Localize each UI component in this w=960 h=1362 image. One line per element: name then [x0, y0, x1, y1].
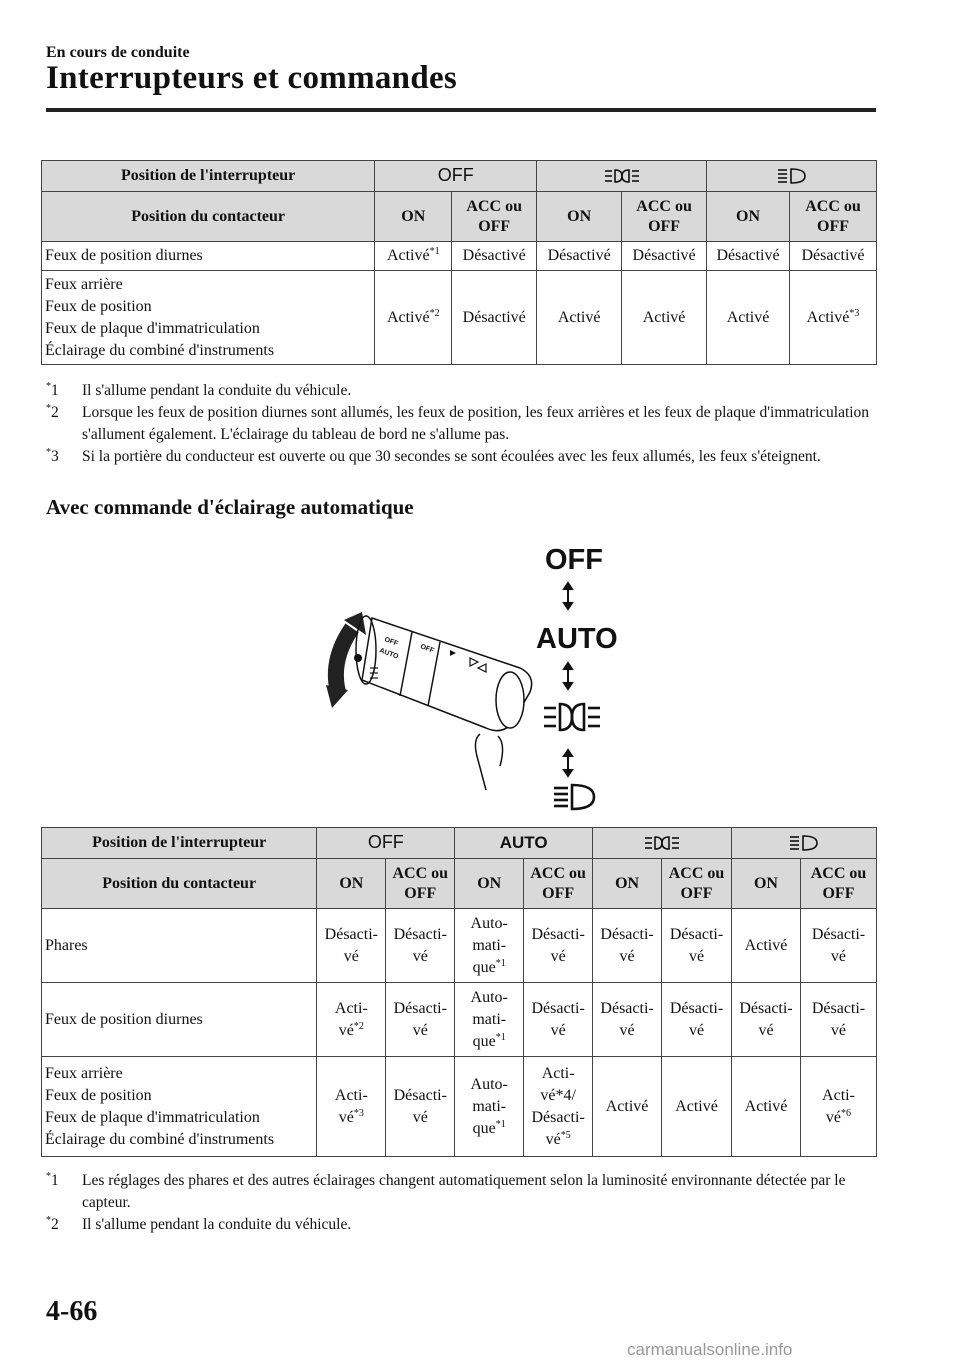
status-line — [596, 924, 658, 946]
switch-position-header-2: Position de l'interrupteur — [42, 828, 317, 859]
fig-headlight-icon — [554, 785, 594, 809]
t1-row-label — [42, 271, 375, 365]
footnote-text: Lorsque les feux de position diurnes sont allumés, les feux de position, les feux arrières et les feux de plaque d'immatriculation s'allument également. L'éclairage du tableau de bord ne s'allume pas. — [82, 404, 870, 443]
t1-status-cell — [707, 242, 790, 271]
status-line — [378, 307, 448, 329]
status-text: vé — [758, 1021, 774, 1039]
switch-position-off-2 — [317, 828, 455, 859]
status-text: Activé — [726, 308, 770, 326]
status-text: Désacti- — [393, 925, 447, 943]
t2-table-row — [42, 983, 877, 1057]
status-text: Acti- — [541, 1064, 575, 1082]
status-line — [458, 935, 520, 957]
status-line — [527, 1129, 589, 1151]
status-text: Désactivé — [801, 247, 865, 264]
stalk-off-text: OFF — [383, 636, 399, 648]
status-line — [596, 1096, 658, 1118]
t2-status-cell — [593, 1057, 662, 1157]
status-text: Auto- — [470, 914, 508, 932]
row-label-line: Feux arrière — [45, 1064, 123, 1082]
t2-row-label — [42, 909, 317, 983]
t1-status-cell — [452, 271, 537, 365]
status-line — [458, 1009, 520, 1031]
switch-position-parking — [537, 161, 707, 192]
t1-status-cell — [622, 271, 707, 365]
status-line — [625, 307, 703, 329]
status-text: Désacti- — [811, 925, 866, 943]
status-text: vé — [550, 1021, 566, 1039]
status-text: Désactivé — [547, 247, 611, 264]
t1-status-cell — [537, 242, 622, 271]
status-line — [804, 1020, 873, 1042]
switch-position-parking-2 — [593, 828, 732, 859]
status-text: Activé — [557, 308, 601, 326]
status-line — [665, 1020, 728, 1042]
status-line — [527, 924, 589, 946]
status-line — [527, 946, 589, 968]
status-text: Activé — [642, 308, 686, 326]
status-text: vé — [830, 1021, 847, 1039]
t1-row-label — [42, 242, 375, 271]
footnote — [46, 380, 876, 402]
status-text: Désactivé — [462, 308, 526, 326]
switch-position-headlight-2 — [732, 828, 877, 859]
status-text: mati- — [472, 936, 507, 954]
footnote — [46, 446, 876, 468]
t2-status-cell — [593, 983, 662, 1057]
status-line — [458, 1118, 520, 1140]
status-text: mati- — [472, 1097, 507, 1115]
status-text: Auto- — [470, 988, 508, 1006]
footnote-text: Les réglages des phares et des autres éclairages changent automatiquement selon la luminosité environnante détectée par le capteur. — [82, 1172, 846, 1211]
stalk-off2-text: OFF — [419, 643, 435, 655]
footnote-ref: *1 — [429, 246, 440, 257]
status-text: Désacti- — [739, 999, 793, 1017]
status-text: vé — [688, 947, 705, 965]
footnote — [46, 1214, 876, 1236]
fig-parking-light-icon — [544, 704, 600, 730]
status-text: Activé — [744, 1097, 788, 1115]
switch-position-auto — [455, 828, 593, 859]
status-text: Désacti- — [393, 999, 447, 1017]
light-stalk-illustration — [300, 540, 640, 820]
t2-ignition-cell: ACC ou OFF — [524, 859, 593, 909]
status-text: vé — [338, 1021, 354, 1039]
status-line — [527, 1085, 589, 1107]
page-title: Interrupteurs et commandes — [46, 60, 458, 96]
footnote-ref: *6 — [841, 1107, 852, 1119]
status-text: Désacti- — [811, 999, 866, 1017]
status-text: mati- — [472, 1010, 507, 1028]
row-label-line: Feux arrière — [45, 275, 123, 293]
status-line — [455, 307, 533, 329]
status-line — [389, 946, 451, 968]
t2-ignition-cell: ON — [317, 859, 386, 909]
row-label-line: Éclairage du combiné d'instruments — [45, 1130, 275, 1148]
status-text: vé — [343, 947, 359, 965]
ignition-row — [42, 192, 877, 242]
t2-status-cell — [662, 909, 732, 983]
footnote-marker: *2 — [46, 403, 59, 421]
status-line — [540, 245, 618, 267]
status-line — [793, 245, 873, 267]
t2-status-cell — [732, 1057, 801, 1157]
status-line — [458, 957, 520, 979]
status-text: Désacti- — [669, 999, 724, 1017]
row-label-line: Phares — [45, 936, 88, 954]
status-line — [596, 946, 658, 968]
t2-ignition-cell: ON — [593, 859, 662, 909]
status-line — [665, 1096, 728, 1118]
status-line — [735, 935, 797, 957]
status-text: Désacti- — [531, 999, 585, 1017]
footnote-marker: *2 — [46, 1215, 59, 1233]
section-title: Avec commande d'éclairage automatique — [46, 495, 414, 519]
ignition-position-header-2: Position du contacteur — [42, 859, 317, 909]
t2-table-row — [42, 1057, 877, 1157]
status-line — [804, 946, 873, 968]
footnote-number: 1 — [51, 382, 59, 399]
status-text: vé — [619, 1021, 635, 1039]
status-text: vé — [412, 1021, 428, 1039]
footnote-ref: *1 — [495, 1118, 506, 1130]
status-text: Désacti- — [531, 1108, 585, 1126]
status-line — [527, 998, 589, 1020]
status-line — [320, 1020, 382, 1042]
t1-table-row — [42, 242, 877, 271]
switch-position-headlight — [707, 161, 877, 192]
status-line — [458, 1031, 520, 1053]
t1-ignition-cell: ACC ou OFF — [790, 192, 877, 242]
status-line — [527, 1063, 589, 1085]
status-text: Désactivé — [462, 247, 526, 264]
status-line — [320, 924, 382, 946]
status-text: Acti- — [822, 1086, 855, 1104]
footnote-ref: *3 — [353, 1107, 364, 1119]
status-line — [458, 987, 520, 1009]
light-switch-figure — [300, 540, 640, 820]
footnote-number: 1 — [51, 1172, 59, 1189]
row-label-line: Feux de position — [45, 297, 152, 315]
headlight-icon — [787, 834, 821, 851]
t1-status-cell — [537, 271, 622, 365]
status-text: vé — [338, 1108, 354, 1126]
t1-status-cell — [375, 242, 452, 271]
status-text: Acti- — [334, 999, 368, 1017]
t2-status-cell — [524, 1057, 593, 1157]
status-text: vé — [619, 947, 635, 965]
row-label-line: Feux de position — [45, 1086, 152, 1104]
status-text: Désactivé — [632, 247, 696, 264]
footnote — [46, 402, 876, 446]
status-line — [458, 1096, 520, 1118]
status-text: Acti- — [334, 1086, 368, 1104]
footnote-number: 2 — [51, 404, 59, 421]
t2-table-row — [42, 909, 877, 983]
status-line — [804, 924, 873, 946]
status-text: que — [472, 1032, 496, 1050]
status-line — [804, 998, 873, 1020]
t1-status-cell — [375, 271, 452, 365]
status-line — [527, 1107, 589, 1129]
t2-status-cell — [386, 909, 455, 983]
status-line — [389, 924, 451, 946]
t2-status-cell — [662, 983, 732, 1057]
t2-ignition-cell: ON — [732, 859, 801, 909]
status-line — [804, 1107, 873, 1129]
footnote-number: 3 — [51, 448, 59, 465]
footnote-marker: *1 — [46, 381, 59, 399]
t2-status-cell — [800, 909, 876, 983]
status-line — [710, 307, 786, 329]
title-rule — [46, 108, 876, 112]
status-text: Activé — [386, 308, 430, 326]
t2-row-label — [42, 1057, 317, 1157]
row-label-line: Feux de plaque d'immatriculation — [45, 319, 260, 337]
t2-status-cell — [662, 1057, 732, 1157]
light-table-auto — [41, 827, 877, 1157]
status-line — [735, 1096, 797, 1118]
status-line — [804, 1085, 873, 1107]
status-line — [320, 1085, 382, 1107]
status-text: Activé — [806, 308, 850, 326]
row-label-line: Éclairage du combiné d'instruments — [45, 341, 275, 359]
t2-status-cell — [386, 1057, 455, 1157]
footnote-number: 2 — [51, 1216, 59, 1233]
footnote-marker: *1 — [46, 1171, 59, 1189]
t1-ignition-cell: ACC ou OFF — [622, 192, 707, 242]
footnote-ref: *1 — [495, 957, 506, 969]
footnote-ref: *2 — [429, 307, 440, 319]
status-text: vé — [688, 1021, 705, 1039]
switch-position-off — [375, 161, 537, 192]
footnote-text: Il s'allume pendant la conduite du véhicule. — [82, 382, 352, 399]
status-line — [596, 1020, 658, 1042]
t2-status-cell — [593, 909, 662, 983]
t1-ignition-cell: ON — [707, 192, 790, 242]
status-line — [458, 1074, 520, 1096]
footnote-text: Si la portière du conducteur est ouverte ou que 30 secondes se sont écoulées avec les feux allumés, les feux s'éteignent. — [82, 448, 821, 465]
status-line — [389, 1085, 451, 1107]
status-line — [527, 1020, 589, 1042]
t1-status-cell — [707, 271, 790, 365]
status-text: Désacti- — [600, 925, 654, 943]
row-label-line: Feux de plaque d'immatriculation — [45, 1108, 260, 1126]
status-line — [596, 998, 658, 1020]
t2-status-cell — [455, 983, 524, 1057]
t2-status-cell — [455, 1057, 524, 1157]
light-table-manual — [41, 160, 877, 365]
stalk-auto-text: AUTO — [378, 647, 400, 661]
status-line — [389, 1107, 451, 1129]
status-text: Désacti- — [600, 999, 654, 1017]
t2-status-cell — [732, 983, 801, 1057]
t1-ignition-cell: ON — [375, 192, 452, 242]
off-label-2: OFF — [367, 832, 404, 852]
status-line — [540, 307, 618, 329]
t2-status-cell — [455, 909, 524, 983]
t1-ignition-cell: ON — [537, 192, 622, 242]
parking-light-icon — [602, 167, 642, 184]
status-text: vé — [825, 1108, 842, 1126]
status-line — [665, 946, 728, 968]
status-text: vé — [412, 1108, 428, 1126]
status-line — [735, 1020, 797, 1042]
status-text: Activé — [744, 936, 788, 954]
t2-status-cell — [386, 983, 455, 1057]
t2-row-label — [42, 983, 317, 1057]
t1-status-cell — [790, 271, 877, 365]
t1-status-cell — [622, 242, 707, 271]
status-text: vé — [830, 947, 847, 965]
footnote-ref: *3 — [849, 307, 860, 319]
figure-auto-label: AUTO — [536, 623, 618, 655]
footnote-marker: *3 — [46, 447, 59, 465]
footnote-ref: *5 — [560, 1129, 571, 1141]
status-line — [389, 998, 451, 1020]
footnote-ref: *1 — [495, 1031, 506, 1043]
t2-ignition-cell: ACC ou OFF — [386, 859, 455, 909]
status-line — [455, 245, 533, 267]
t2-ignition-cell: ACC ou OFF — [800, 859, 876, 909]
footnote — [46, 1170, 876, 1214]
status-text: Activé — [386, 247, 430, 264]
status-line — [378, 245, 448, 267]
status-text: Désacti- — [669, 925, 724, 943]
status-text: vé — [550, 947, 566, 965]
status-text: vé — [412, 947, 428, 965]
off-label: OFF — [437, 165, 474, 185]
status-line — [320, 946, 382, 968]
status-line — [710, 245, 786, 267]
status-text: Désactivé — [716, 247, 780, 264]
status-text: Activé — [675, 1097, 718, 1115]
status-line — [665, 998, 728, 1020]
t2-status-cell — [800, 1057, 876, 1157]
status-line — [625, 245, 703, 267]
t2-status-cell — [524, 983, 593, 1057]
status-text: Activé — [605, 1097, 649, 1115]
footnotes-2 — [46, 1170, 876, 1236]
status-line — [389, 1020, 451, 1042]
t2-status-cell — [317, 909, 386, 983]
status-line — [320, 1107, 382, 1129]
ignition-position-header: Position du contacteur — [42, 192, 375, 242]
status-line — [320, 998, 382, 1020]
status-text: que — [472, 958, 496, 976]
switch-position-header: Position de l'interrupteur — [42, 161, 375, 192]
t2-status-cell — [524, 909, 593, 983]
t2-status-cell — [732, 909, 801, 983]
row-label-line: Feux de position diurnes — [45, 1010, 203, 1028]
headlight-icon — [775, 167, 809, 184]
status-line — [665, 924, 728, 946]
section-header: En cours de conduite — [46, 44, 190, 61]
auto-label: AUTO — [499, 832, 548, 852]
t2-ignition-cell: ACC ou OFF — [662, 859, 732, 909]
parking-light-icon — [642, 834, 682, 851]
footnote-ref: *2 — [353, 1020, 364, 1032]
t1-table-row — [42, 271, 877, 365]
row-label-line: Feux de position diurnes — [45, 247, 203, 264]
t2-status-cell — [317, 983, 386, 1057]
t1-status-cell — [790, 242, 877, 271]
footnotes-1 — [46, 380, 876, 468]
status-line — [793, 307, 873, 329]
status-text: Désacti- — [324, 925, 378, 943]
status-text: que — [472, 1119, 496, 1137]
figure-off-label: OFF — [545, 544, 603, 576]
page-number: 4-66 — [46, 1296, 98, 1327]
t2-ignition-cell: ON — [455, 859, 524, 909]
footnote-text: Il s'allume pendant la conduite du véhicule. — [82, 1216, 352, 1233]
status-text: vé*4/ — [540, 1086, 576, 1104]
t1-ignition-cell: ACC ou OFF — [452, 192, 537, 242]
t2-status-cell — [800, 983, 876, 1057]
t2-status-cell — [317, 1057, 386, 1157]
status-text: vé — [545, 1130, 561, 1148]
ignition-row-2 — [42, 859, 877, 909]
status-line — [458, 913, 520, 935]
t1-status-cell — [452, 242, 537, 271]
status-text: Désacti- — [393, 1086, 447, 1104]
status-line — [735, 998, 797, 1020]
status-text: Désacti- — [531, 925, 585, 943]
watermark: carmanualsonline.info — [627, 1340, 793, 1359]
status-text: Auto- — [470, 1075, 508, 1093]
